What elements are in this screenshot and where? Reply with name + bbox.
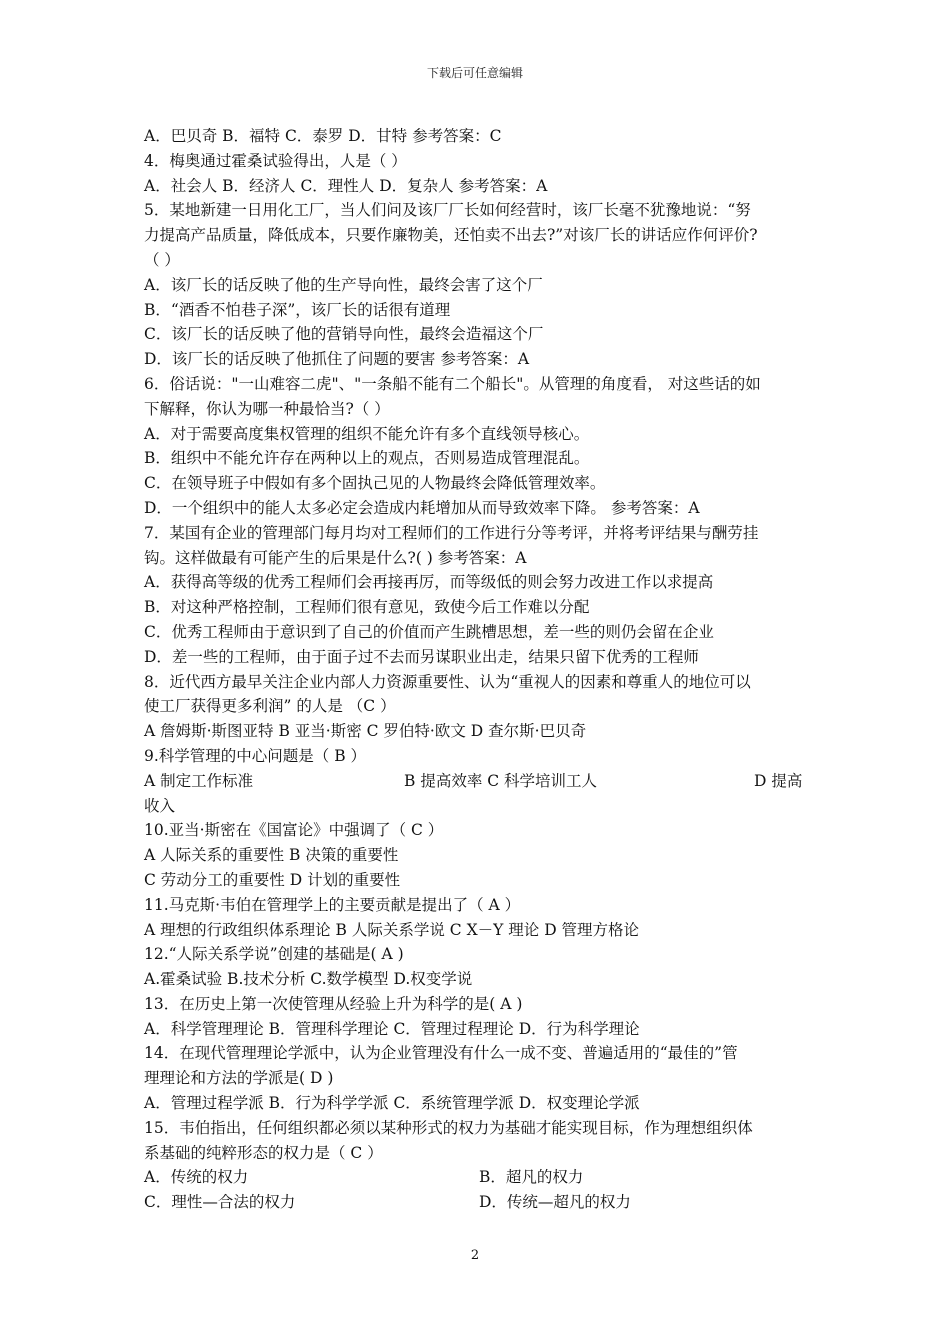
- text-line: 12.“人际关系学说”创建的基础是( A ): [144, 945, 404, 964]
- text-line: A．该厂长的话反映了他的生产导向性，最终会害了这个厂: [144, 275, 543, 294]
- text-line: A．获得高等级的优秀工程师们会再接再厉，而等级低的则会努力改进工作以求提高: [144, 573, 714, 592]
- text-line: B．“酒香不怕巷子深”，该厂长的话很有道理: [144, 300, 451, 319]
- text-line: A．科学管理理论 B．管理科学理论 C．管理过程理论 D．行为科学理论: [144, 1019, 640, 1038]
- text-line: 系基础的纯粹形态的权力是（ C ）: [144, 1143, 383, 1162]
- text-line: 10.亚当·斯密在《国富论》中强调了（ C ）: [144, 821, 444, 840]
- q15-option-left: C．理性—合法的权力: [144, 1193, 296, 1212]
- page-header: 下载后可任意编辑: [426, 66, 523, 80]
- q15-option-right: B．超凡的权力: [479, 1168, 584, 1187]
- text-line: 5．某地新建一日用化工厂，当人们问及该厂厂长如何经营时，该厂长毫不犹豫地说：“努: [144, 201, 751, 220]
- text-line: 力提高产品质量，降低成本，只要作廉物美，还怕卖不出去?”对该厂长的讲话应作何评价?: [144, 226, 758, 245]
- q9-option-a: A 制定工作标准: [144, 771, 254, 790]
- text-line: A．对于需要高度集权管理的组织不能允许有多个直线领导核心。: [144, 424, 590, 443]
- text-line: C 劳动分工的重要性 D 计划的重要性: [144, 870, 401, 889]
- text-line: A.霍桑试验 B.技术分析 C.数学模型 D.权变学说: [144, 970, 473, 989]
- q9-option-d: D 提高: [754, 771, 803, 790]
- text-line: 14．在现代管理理论学派中，认为企业管理没有什么一成不变、普遍适用的“最佳的”管: [144, 1044, 738, 1063]
- question-lines-part2: [144, 794, 808, 1166]
- text-line: A 理想的行政组织体系理论 B 人际关系学说 C X－Y 理论 D 管理方格论: [144, 920, 640, 939]
- q15-options: [144, 1165, 808, 1215]
- text-line: （ ）: [144, 250, 180, 269]
- text-line: A 人际关系的重要性 B 决策的重要性: [144, 846, 399, 865]
- text-line: 理理论和方法的学派是( D ): [144, 1069, 334, 1088]
- text-line: 13．在历史上第一次使管理从经验上升为科学的是( A ): [144, 994, 523, 1013]
- q15-option-row: [144, 1165, 808, 1190]
- text-line: A．管理过程学派 B．行为科学学派 C．系统管理学派 D．权变理论学派: [144, 1094, 640, 1113]
- q9-option-bc: B 提高效率 C 科学培训工人: [404, 771, 598, 790]
- text-line: 9.科学管理的中心问题是（ B ）: [144, 746, 367, 765]
- text-line: D．差一些的工程师，由于面子过不去而另谋职业出走，结果只留下优秀的工程师: [144, 647, 699, 666]
- text-line: 11.马克斯·韦伯在管理学上的主要贡献是提出了（ A ）: [144, 895, 521, 914]
- text-line: B．组织中不能允许存在两种以上的观点，否则易造成管理混乱。: [144, 449, 590, 468]
- q15-option-left: A．传统的权力: [144, 1168, 249, 1187]
- text-line: B．对这种严格控制，工程师们很有意见，致使今后工作难以分配: [144, 598, 590, 617]
- question-lines-part1: [144, 124, 808, 769]
- q15-option-row: [144, 1190, 808, 1215]
- text-line: 下解释，你认为哪一种最恰当?（ ）: [144, 399, 390, 418]
- text-line: 钩。这样做最有可能产生的后果是什么?( ) 参考答案：A: [144, 548, 527, 567]
- text-line: C．该厂长的话反映了他的营销导向性，最终会造福这个厂: [144, 325, 544, 344]
- text-line: D．该厂长的话反映了他抓住了问题的要害 参考答案：A: [144, 350, 530, 369]
- page-number: 2: [470, 1248, 480, 1263]
- q9-options-row: [144, 769, 808, 794]
- text-line: C．在领导班子中假如有多个固执己见的人物最终会降低管理效率。: [144, 474, 606, 493]
- text-line: 7．某国有企业的管理部门每月均对工程师们的工作进行分等考评，并将考评结果与酬劳挂: [144, 523, 759, 542]
- text-line: A 詹姆斯·斯图亚特 B 亚当·斯密 C 罗伯特·欧文 D 查尔斯·巴贝奇: [144, 722, 587, 741]
- text-line: A．社会人 B．经济人 C．理性人 D．复杂人 参考答案：A: [144, 176, 548, 195]
- text-line: D．一个组织中的能人太多必定会造成内耗增加从而导致效率下降。 参考答案：A: [144, 498, 700, 517]
- q15-option-right: D．传统—超凡的权力: [479, 1193, 631, 1212]
- document-body: [144, 124, 808, 1215]
- text-line: 8．近代西方最早关注企业内部人力资源重要性、认为“重视人的因素和尊重人的地位可以: [144, 672, 751, 691]
- text-line: A．巴贝奇 B．福特 C．泰罗 D．甘特 参考答案：C: [144, 127, 502, 145]
- text-line: 使工厂获得更多利润” 的人是 （C ）: [144, 697, 396, 716]
- text-line: 收入: [144, 796, 176, 815]
- text-line: 15．韦伯指出，任何组织都必须以某种形式的权力为基础才能实现目标，作为理想组织体: [144, 1118, 753, 1137]
- text-line: 4．梅奥通过霍桑试验得出，人是（ ）: [144, 151, 407, 170]
- text-line: 6．俗话说："一山难容二虎"、"一条船不能有二个船长"。从管理的角度看， 对这些话的如: [144, 374, 761, 393]
- text-line: C．优秀工程师由于意识到了自己的价值而产生跳槽思想，差一些的则仍会留在企业: [144, 622, 714, 641]
